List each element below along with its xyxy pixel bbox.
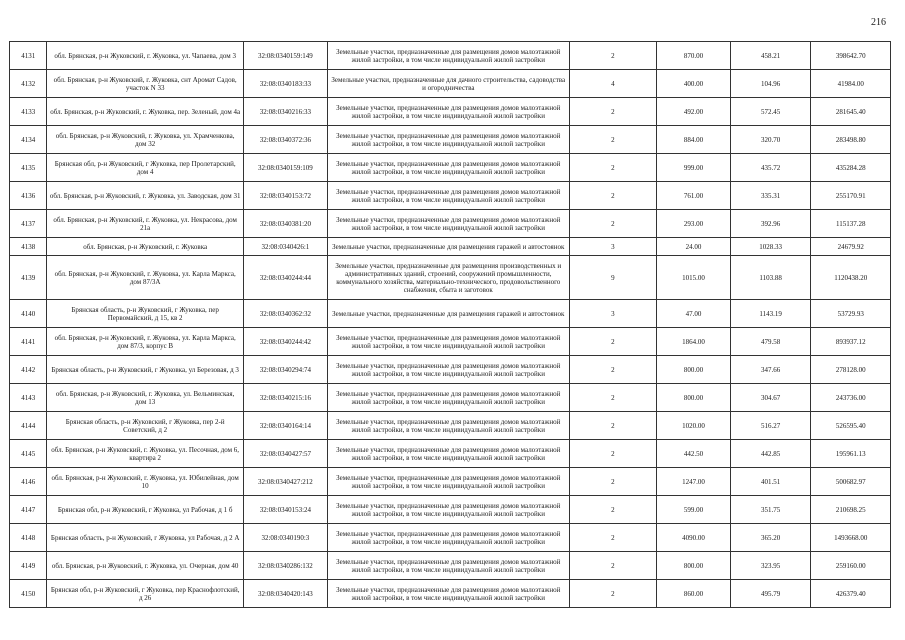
cadastral-number-cell: 32:08:0340426:1 bbox=[243, 238, 327, 256]
cadastral-value-cell: 526595.40 bbox=[811, 412, 891, 440]
table-row bbox=[10, 126, 891, 154]
category-count-cell: 2 bbox=[569, 328, 656, 356]
row-number-cell: 4131 bbox=[10, 42, 47, 70]
land-use-cell: Земельные участки, предназначенные для размещения домов малоэтажной жилой застройки, в том числе индивидуальной жилой застройки bbox=[327, 580, 569, 608]
cadastral-number-cell: 32:08:0340244:44 bbox=[243, 256, 327, 300]
cadastral-number-cell: 32:08:0340216:33 bbox=[243, 98, 327, 126]
category-count-cell: 2 bbox=[569, 98, 656, 126]
specific-value-cell: 479.58 bbox=[730, 328, 811, 356]
area-cell: 1020.00 bbox=[657, 412, 731, 440]
table-row bbox=[10, 412, 891, 440]
address-cell: Брянская область, р-н Жуковский, г Жуковка, ул Рабочая, д 2 А bbox=[47, 524, 243, 552]
address-cell: обл. Брянская, р-н Жуковский, г. Жуковка, ул. Юбилейная, дом 10 bbox=[47, 468, 243, 496]
specific-value-cell: 435.72 bbox=[730, 154, 811, 182]
address-cell: обл. Брянская, р-н Жуковский, г. Жуковка, ул. Песочная, дом 6, квартира 2 bbox=[47, 440, 243, 468]
category-count-cell: 2 bbox=[569, 552, 656, 580]
address-cell: Брянская область, р-н Жуковский, г Жуковка, пер Первомайский, д 15, кв 2 bbox=[47, 300, 243, 328]
table-row bbox=[10, 356, 891, 384]
specific-value-cell: 320.70 bbox=[730, 126, 811, 154]
address-cell: Брянская область, р-н Жуковский, г Жуковка, ул Березовая, д 3 bbox=[47, 356, 243, 384]
cadastral-number-cell: 32:08:0340372:36 bbox=[243, 126, 327, 154]
specific-value-cell: 323.95 bbox=[730, 552, 811, 580]
address-cell: обл. Брянская, р-н Жуковский, г. Жуковка, ул. Очерная, дом 40 bbox=[47, 552, 243, 580]
row-number-cell: 4136 bbox=[10, 182, 47, 210]
category-count-cell: 2 bbox=[569, 42, 656, 70]
category-count-cell: 9 bbox=[569, 256, 656, 300]
cadastral-number-cell: 32:08:0340381:20 bbox=[243, 210, 327, 238]
cadastral-value-cell: 115137.28 bbox=[811, 210, 891, 238]
table-row bbox=[10, 328, 891, 356]
cadastral-value-cell: 281645.40 bbox=[811, 98, 891, 126]
page-number: 216 bbox=[871, 17, 886, 28]
address-cell: обл. Брянская, р-н Жуковский, г. Жуковка, ул. Карла Маркса, дом 87/3А bbox=[47, 256, 243, 300]
table-row bbox=[10, 42, 891, 70]
specific-value-cell: 1028.33 bbox=[730, 238, 811, 256]
address-cell: обл. Брянская, р-н Жуковский, г. Жуковка, снт Аромат Садов, участок N 33 bbox=[47, 70, 243, 98]
row-number-cell: 4145 bbox=[10, 440, 47, 468]
category-count-cell: 2 bbox=[569, 210, 656, 238]
land-use-cell: Земельные участки, предназначенные для размещения домов малоэтажной жилой застройки, в том числе индивидуальной жилой застройки bbox=[327, 384, 569, 412]
row-number-cell: 4148 bbox=[10, 524, 47, 552]
category-count-cell: 2 bbox=[569, 412, 656, 440]
land-use-cell: Земельные участки, предназначенные для размещения домов малоэтажной жилой застройки, в том числе индивидуальной жилой застройки bbox=[327, 42, 569, 70]
specific-value-cell: 458.21 bbox=[730, 42, 811, 70]
row-number-cell: 4137 bbox=[10, 210, 47, 238]
row-number-cell: 4143 bbox=[10, 384, 47, 412]
area-cell: 884.00 bbox=[657, 126, 731, 154]
row-number-cell: 4135 bbox=[10, 154, 47, 182]
area-cell: 1247.00 bbox=[657, 468, 731, 496]
area-cell: 442.50 bbox=[657, 440, 731, 468]
table-row bbox=[10, 580, 891, 608]
table-row bbox=[10, 70, 891, 98]
area-cell: 1015.00 bbox=[657, 256, 731, 300]
address-cell: обл. Брянская, р-н Жуковский, г. Жуковка, пер. Зеленый, дом 4а bbox=[47, 98, 243, 126]
land-use-cell: Земельные участки, предназначенные для размещения домов малоэтажной жилой застройки, в том числе индивидуальной жилой застройки bbox=[327, 412, 569, 440]
land-use-cell: Земельные участки, предназначенные для размещения домов малоэтажной жилой застройки, в том числе индивидуальной жилой застройки bbox=[327, 468, 569, 496]
land-use-cell: Земельные участки, предназначенные для размещения гаражей и автостоянок bbox=[327, 300, 569, 328]
table-row bbox=[10, 154, 891, 182]
area-cell: 492.00 bbox=[657, 98, 731, 126]
area-cell: 400.00 bbox=[657, 70, 731, 98]
cadastral-number-cell: 32:08:0340183:33 bbox=[243, 70, 327, 98]
cadastral-value-cell: 500682.97 bbox=[811, 468, 891, 496]
specific-value-cell: 516.27 bbox=[730, 412, 811, 440]
land-use-cell: Земельные участки, предназначенные для размещения домов малоэтажной жилой застройки, в том числе индивидуальной жилой застройки bbox=[327, 552, 569, 580]
land-use-cell: Земельные участки, предназначенные для размещения домов малоэтажной жилой застройки, в том числе индивидуальной жилой застройки bbox=[327, 440, 569, 468]
table-row bbox=[10, 182, 891, 210]
cadastral-value-cell: 41984.00 bbox=[811, 70, 891, 98]
land-use-cell: Земельные участки, предназначенные для размещения домов малоэтажной жилой застройки, в том числе индивидуальной жилой застройки bbox=[327, 98, 569, 126]
row-number-cell: 4144 bbox=[10, 412, 47, 440]
specific-value-cell: 572.45 bbox=[730, 98, 811, 126]
category-count-cell: 3 bbox=[569, 238, 656, 256]
cadastral-number-cell: 32:08:0340294:74 bbox=[243, 356, 327, 384]
land-registry-table bbox=[9, 41, 891, 608]
category-count-cell: 2 bbox=[569, 496, 656, 524]
area-cell: 4090.00 bbox=[657, 524, 731, 552]
row-number-cell: 4133 bbox=[10, 98, 47, 126]
row-number-cell: 4142 bbox=[10, 356, 47, 384]
row-number-cell: 4149 bbox=[10, 552, 47, 580]
category-count-cell: 2 bbox=[569, 580, 656, 608]
cadastral-number-cell: 32:08:0340159:109 bbox=[243, 154, 327, 182]
cadastral-value-cell: 53729.93 bbox=[811, 300, 891, 328]
land-use-cell: Земельные участки, предназначенные для размещения домов малоэтажной жилой застройки, в том числе индивидуальной жилой застройки bbox=[327, 328, 569, 356]
address-cell: обл. Брянская, р-н Жуковский, г. Жуковка, ул. Чапаева, дом 3 bbox=[47, 42, 243, 70]
category-count-cell: 4 bbox=[569, 70, 656, 98]
table-body bbox=[10, 42, 891, 608]
specific-value-cell: 335.31 bbox=[730, 182, 811, 210]
land-use-cell: Земельные участки, предназначенные для размещения домов малоэтажной жилой застройки, в том числе индивидуальной жилой застройки bbox=[327, 210, 569, 238]
cadastral-number-cell: 32:08:0340244:42 bbox=[243, 328, 327, 356]
address-cell: Брянская обл, р-н Жуковский, г Жуковка, пер Пролетарский, дом 4 bbox=[47, 154, 243, 182]
land-use-cell: Земельные участки, предназначенные для размещения домов малоэтажной жилой застройки, в том числе индивидуальной жилой застройки bbox=[327, 524, 569, 552]
cadastral-value-cell: 259160.00 bbox=[811, 552, 891, 580]
address-cell: обл. Брянская, р-н Жуковский, г. Жуковка bbox=[47, 238, 243, 256]
cadastral-number-cell: 32:08:0340420:143 bbox=[243, 580, 327, 608]
cadastral-value-cell: 1493668.00 bbox=[811, 524, 891, 552]
land-use-cell: Земельные участки, предназначенные для размещения домов малоэтажной жилой застройки, в том числе индивидуальной жилой застройки bbox=[327, 496, 569, 524]
cadastral-number-cell: 32:08:0340427:212 bbox=[243, 468, 327, 496]
cadastral-number-cell: 32:08:0340190:3 bbox=[243, 524, 327, 552]
land-use-cell: Земельные участки, предназначенные для размещения домов малоэтажной жилой застройки, в том числе индивидуальной жилой застройки bbox=[327, 182, 569, 210]
row-number-cell: 4150 bbox=[10, 580, 47, 608]
specific-value-cell: 347.66 bbox=[730, 356, 811, 384]
cadastral-value-cell: 435284.28 bbox=[811, 154, 891, 182]
category-count-cell: 2 bbox=[569, 182, 656, 210]
address-cell: Брянская обл, р-н Жуковский, г Жуковка, ул Рабочая, д 1 б bbox=[47, 496, 243, 524]
area-cell: 860.00 bbox=[657, 580, 731, 608]
specific-value-cell: 392.96 bbox=[730, 210, 811, 238]
specific-value-cell: 1143.19 bbox=[730, 300, 811, 328]
address-cell: обл. Брянская, р-н Жуковский, г. Жуковка, ул. Заводская, дом 31 bbox=[47, 182, 243, 210]
table-row bbox=[10, 496, 891, 524]
table-row bbox=[10, 98, 891, 126]
area-cell: 800.00 bbox=[657, 384, 731, 412]
category-count-cell: 2 bbox=[569, 154, 656, 182]
row-number-cell: 4132 bbox=[10, 70, 47, 98]
cadastral-value-cell: 24679.92 bbox=[811, 238, 891, 256]
cadastral-number-cell: 32:08:0340362:32 bbox=[243, 300, 327, 328]
cadastral-number-cell: 32:08:0340286:132 bbox=[243, 552, 327, 580]
land-use-cell: Земельные участки, предназначенные для размещения домов малоэтажной жилой застройки, в том числе индивидуальной жилой застройки bbox=[327, 356, 569, 384]
address-cell: обл. Брянская, р-н Жуковский, г. Жуковка, ул. Карла Маркса, дом 87/3, корпус В bbox=[47, 328, 243, 356]
area-cell: 24.00 bbox=[657, 238, 731, 256]
address-cell: Брянская обл, р-н Жуковский, г Жуковка, пер Краснофлотский, д 26 bbox=[47, 580, 243, 608]
land-use-cell: Земельные участки, предназначенные для дачного строительства, садоводства и огородничества bbox=[327, 70, 569, 98]
land-use-cell: Земельные участки, предназначенные для размещения домов малоэтажной жилой застройки, в том числе индивидуальной жилой застройки bbox=[327, 126, 569, 154]
row-number-cell: 4134 bbox=[10, 126, 47, 154]
row-number-cell: 4141 bbox=[10, 328, 47, 356]
cadastral-value-cell: 278128.00 bbox=[811, 356, 891, 384]
category-count-cell: 2 bbox=[569, 524, 656, 552]
specific-value-cell: 351.75 bbox=[730, 496, 811, 524]
category-count-cell: 2 bbox=[569, 356, 656, 384]
cadastral-number-cell: 32:08:0340215:16 bbox=[243, 384, 327, 412]
specific-value-cell: 304.67 bbox=[730, 384, 811, 412]
address-cell: Брянская область, р-н Жуковский, г Жуковка, пер 2-й Советский, д 2 bbox=[47, 412, 243, 440]
area-cell: 800.00 bbox=[657, 356, 731, 384]
cadastral-number-cell: 32:08:0340159:149 bbox=[243, 42, 327, 70]
cadastral-value-cell: 893937.12 bbox=[811, 328, 891, 356]
table-row bbox=[10, 210, 891, 238]
cadastral-number-cell: 32:08:0340164:14 bbox=[243, 412, 327, 440]
specific-value-cell: 442.85 bbox=[730, 440, 811, 468]
row-number-cell: 4147 bbox=[10, 496, 47, 524]
category-count-cell: 2 bbox=[569, 126, 656, 154]
table-row bbox=[10, 440, 891, 468]
area-cell: 1864.00 bbox=[657, 328, 731, 356]
area-cell: 800.00 bbox=[657, 552, 731, 580]
cadastral-value-cell: 255170.91 bbox=[811, 182, 891, 210]
category-count-cell: 2 bbox=[569, 468, 656, 496]
specific-value-cell: 401.51 bbox=[730, 468, 811, 496]
address-cell: обл. Брянская, р-н Жуковский, г. Жуковка, ул. Некрасова, дом 21а bbox=[47, 210, 243, 238]
cadastral-value-cell: 210698.25 bbox=[811, 496, 891, 524]
cadastral-number-cell: 32:08:0340153:72 bbox=[243, 182, 327, 210]
table-row bbox=[10, 384, 891, 412]
specific-value-cell: 104.96 bbox=[730, 70, 811, 98]
row-number-cell: 4138 bbox=[10, 238, 47, 256]
category-count-cell: 2 bbox=[569, 440, 656, 468]
table-row bbox=[10, 300, 891, 328]
cadastral-value-cell: 283498.80 bbox=[811, 126, 891, 154]
cadastral-value-cell: 398642.70 bbox=[811, 42, 891, 70]
cadastral-value-cell: 243736.00 bbox=[811, 384, 891, 412]
row-number-cell: 4140 bbox=[10, 300, 47, 328]
table-row bbox=[10, 238, 891, 256]
area-cell: 761.00 bbox=[657, 182, 731, 210]
table-row bbox=[10, 524, 891, 552]
land-use-cell: Земельные участки, предназначенные для размещения гаражей и автостоянок bbox=[327, 238, 569, 256]
area-cell: 47.00 bbox=[657, 300, 731, 328]
address-cell: обл. Брянская, р-н Жуковский, г. Жуковка, ул. Храмченкова, дом 32 bbox=[47, 126, 243, 154]
category-count-cell: 3 bbox=[569, 300, 656, 328]
row-number-cell: 4146 bbox=[10, 468, 47, 496]
land-use-cell: Земельные участки, предназначенные для размещения производственных и административных зданий, строений, сооружений промышленности, коммунального хозяйства, материально-технического, продовольственного снабжения, сбыта и заготовок bbox=[327, 256, 569, 300]
area-cell: 870.00 bbox=[657, 42, 731, 70]
specific-value-cell: 365.20 bbox=[730, 524, 811, 552]
cadastral-number-cell: 32:08:0340153:24 bbox=[243, 496, 327, 524]
area-cell: 599.00 bbox=[657, 496, 731, 524]
table-row bbox=[10, 256, 891, 300]
specific-value-cell: 495.79 bbox=[730, 580, 811, 608]
cadastral-number-cell: 32:08:0340427:57 bbox=[243, 440, 327, 468]
cadastral-value-cell: 195961.13 bbox=[811, 440, 891, 468]
row-number-cell: 4139 bbox=[10, 256, 47, 300]
cadastral-value-cell: 426379.40 bbox=[811, 580, 891, 608]
table-row bbox=[10, 552, 891, 580]
cadastral-value-cell: 1120438.20 bbox=[811, 256, 891, 300]
land-use-cell: Земельные участки, предназначенные для размещения домов малоэтажной жилой застройки, в том числе индивидуальной жилой застройки bbox=[327, 154, 569, 182]
area-cell: 999.00 bbox=[657, 154, 731, 182]
specific-value-cell: 1103.88 bbox=[730, 256, 811, 300]
address-cell: обл. Брянская, р-н Жуковский, г. Жуковка, ул. Вельминская, дом 13 bbox=[47, 384, 243, 412]
category-count-cell: 2 bbox=[569, 384, 656, 412]
area-cell: 293.00 bbox=[657, 210, 731, 238]
table-row bbox=[10, 468, 891, 496]
